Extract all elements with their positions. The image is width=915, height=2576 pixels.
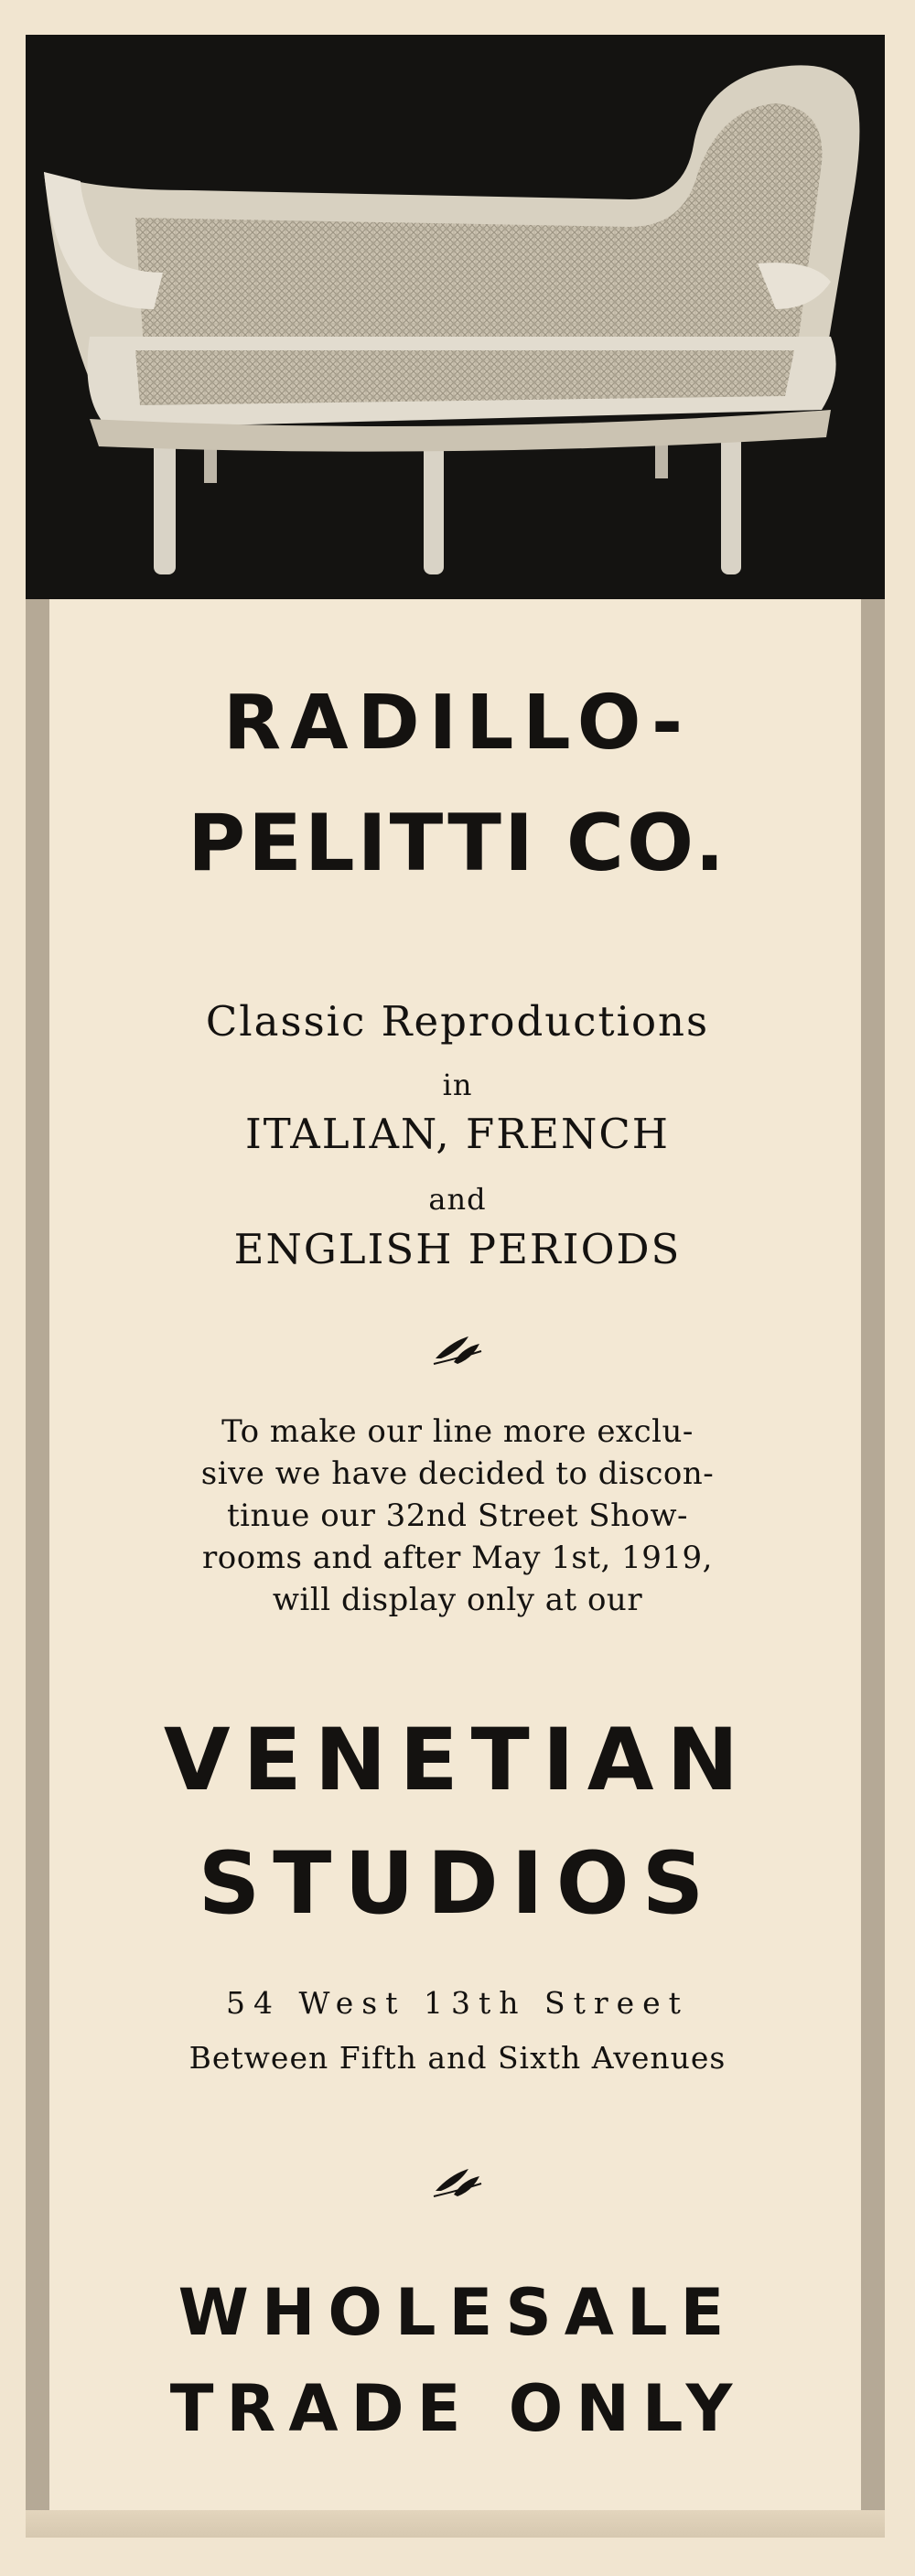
- chaise-longue-illustration: [26, 35, 885, 599]
- tagline-line5: ENGLISH PERIODS: [233, 1225, 682, 1273]
- notice-line-2: sive we have decided to discon-: [200, 1455, 715, 1492]
- studio-name-line1: VENETIAN: [163, 1711, 752, 1810]
- notice-line-1: To make our line more exclu-: [221, 1413, 694, 1450]
- tagline-line2: in: [442, 1068, 473, 1102]
- tagline-line1: Classic Reproductions: [205, 997, 710, 1046]
- chaise-longue-photo: [26, 35, 885, 599]
- notice-line-3: tinue our 32nd Street Show-: [226, 1497, 689, 1534]
- leaf-ornament-icon: [432, 1331, 483, 1368]
- notice-line-5: will display only at our: [272, 1582, 643, 1618]
- wholesale-line1: WHOLESALE: [178, 2275, 737, 2350]
- address-line2: Between Fifth and Sixth Avenues: [188, 2040, 727, 2076]
- company-name-line1: RADILLO-: [222, 680, 693, 767]
- studio-name-line2: STUDIOS: [198, 1834, 717, 1934]
- notice-line-4: rooms and after May 1st, 1919,: [202, 1540, 713, 1576]
- address-line1: 54 West 13th Street: [226, 1985, 689, 2021]
- company-name-line2: PELITTI CO.: [188, 798, 727, 889]
- wholesale-line2: TRADE ONLY: [169, 2371, 746, 2446]
- tagline-line4: and: [428, 1182, 487, 1217]
- tagline-line3: ITALIAN, FRENCH: [244, 1110, 671, 1158]
- leaf-ornament-icon: [432, 2163, 483, 2200]
